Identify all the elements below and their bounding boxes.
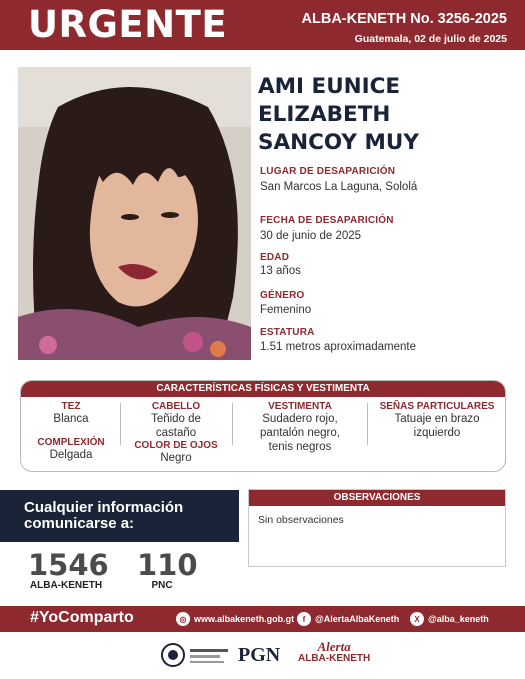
gender-label: GÉNERO [260,290,305,301]
place-value: San Marcos La Laguna, Sololá [260,181,418,193]
hair-value-1: Teñido de [151,413,201,425]
contact-text [24,500,183,532]
observations-box [248,489,506,567]
place-label: LUGAR DE DESAPARICIÓN [260,166,396,177]
characteristics-panel [20,380,506,472]
observations-text: Sin observaciones [258,514,344,526]
contact-line-2: comunicarse a: [24,515,135,532]
case-number: ALBA-KENETH No. 3256-2025 [301,11,507,27]
hair-value-2: castaño [155,427,197,439]
eye-color-label: COLOR DE OJOS [134,440,218,451]
complexion-value: Delgada [49,449,93,461]
name-line-2: ELIZABETH [258,102,391,127]
complexion-label: COMPLEXIÓN [37,437,105,448]
footer-band [0,606,525,632]
observations-title: OBSERVACIONES [249,490,505,506]
divider [367,403,368,445]
website-text: www.albakeneth.gob.gt [194,614,295,624]
person-name [258,73,508,157]
marks-label: SEÑAS PARTICULARES [379,401,495,412]
clothing-value-2: pantalón negro, [260,427,340,439]
header-banner [0,0,525,50]
gender-value: Femenino [260,304,312,316]
date-value: 30 de junio de 2025 [260,230,362,242]
age-value: 13 años [260,265,301,277]
hair-label: CABELLO [151,401,201,412]
guatemala-seal-logo [160,640,232,675]
clothing-label: VESTIMENTA [268,401,332,412]
alba-keneth-word: ALBA-KENETH [298,653,371,664]
marks-value-1: Tatuaje en brazo [394,413,480,425]
contact-line-1: Cualquier información [24,499,184,516]
name-line-3: SANCOY MUY [258,130,419,155]
marks-value-2: izquierdo [413,427,461,439]
portrait-illustration [18,67,251,360]
alerta-alba-keneth-logo [298,640,370,665]
height-label: ESTATURA [260,327,315,338]
characteristics-title: CARACTERÍSTICAS FÍSICAS Y VESTIMENTA [21,381,505,397]
x-link[interactable] [410,612,489,626]
clothing-value-1: Sudadero rojo, [262,413,338,425]
facebook-text: @AlertaAlbaKeneth [315,614,400,624]
website-link[interactable] [176,612,294,626]
x-text: @alba_keneth [428,614,489,624]
phone-alba-keneth-label: ALBA-KENETH [29,580,103,591]
eye-color-value: Negro [160,452,192,464]
missing-person-photo [18,67,251,360]
phone-pnc-label: PNC [151,580,173,591]
tez-column [25,401,117,462]
clothing-value-3: tenis negros [268,441,332,453]
facebook-link[interactable] [297,612,399,626]
tez-label: TEZ [61,401,81,412]
urgent-title: URGENTE [28,3,228,46]
tez-value: Blanca [53,413,89,425]
height-value: 1.51 metros aproximadamente [260,341,416,353]
divider [120,403,121,445]
clothing-column [235,401,365,454]
facebook-icon: f [297,612,311,626]
contact-band [0,490,239,542]
pgn-logo: PGN [238,644,281,666]
hair-column [125,401,227,465]
marks-column [371,401,503,440]
date-label: FECHA DE DESAPARICIÓN [260,215,394,226]
globe-icon: ◎ [176,612,190,626]
issue-date: Guatemala, 02 de julio de 2025 [354,33,507,45]
name-line-1: AMI EUNICE [258,74,401,99]
divider [232,403,233,445]
alerta-word: Alerta [317,639,351,654]
x-icon: X [410,612,424,626]
phone-pnc[interactable]: 110 [137,548,198,582]
hashtag[interactable]: #YoComparto [30,609,134,626]
age-label: EDAD [260,252,290,263]
phone-alba-keneth[interactable]: 1546 [28,548,109,582]
